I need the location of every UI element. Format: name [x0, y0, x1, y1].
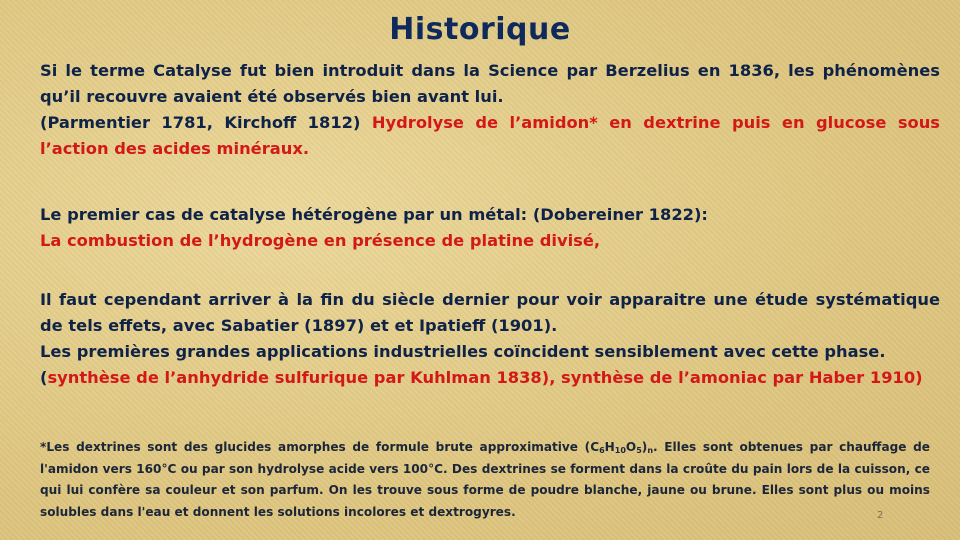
- formula-sub-5: 5: [636, 446, 642, 455]
- paragraph-heterogeneous: [40, 202, 940, 254]
- formula-close: ): [641, 440, 648, 454]
- paragraph-industrial: [40, 287, 940, 391]
- hydrogen-combustion-text: La combustion de l’hydrogène en présence de platine divisé,: [40, 231, 601, 250]
- systematic-study-text: Il faut cependant arriver à la fin du siècle dernier pour voir apparaitre une étude systématique de tels effets, avec Sabatier (1897) et et Ipatieff (1901).: [40, 290, 940, 335]
- footnote: [40, 437, 930, 523]
- heterogeneous-text: Le premier cas de catalyse hétérogène par un métal: (Dobereiner 1822):: [40, 205, 708, 224]
- origin-hydrolysis-text: Hydrolyse de l’amidon* en dextrine puis en glucose sous l’action des acides minéraux.: [40, 113, 941, 158]
- formula-o: O: [625, 440, 637, 454]
- page-title: Historique: [389, 12, 571, 47]
- paragraph-origin: [40, 58, 940, 162]
- formula-h: H: [604, 440, 615, 454]
- footnote-pre: *Les dextrines sont des glucides amorphes de formule brute approximative (C: [40, 440, 600, 454]
- page-number: 2: [877, 510, 884, 521]
- origin-references: (Parmentier 1781, Kirchoff 1812): [40, 113, 361, 132]
- footnote-post: . Elles sont obtenues par chauffage de l'amidon vers 160°C ou par son hydrolyse acide vers 100°C. Des dextrines se forment dans la croûte du pain lors de la cuisson, ce qui lui confère sa couleur et son parfum. On les trouve sous forme de poudre blanche, jaune ou brune. Elles sont plus ou moins solubles dans l'eau et donnent les solutions incolores et dextrogyres.: [40, 440, 930, 519]
- open-parenthesis: (: [40, 368, 48, 387]
- industrial-applications-text: Les premières grandes applications industrielles coïncident sensiblement avec cette phase.: [40, 342, 886, 361]
- formula-sub-n: n: [647, 446, 654, 455]
- formula-sub-10: 10: [614, 446, 626, 455]
- formula-sub-6: 6: [599, 446, 605, 455]
- syntheses-text: synthèse de l’anhydride sulfurique par Kuhlman 1838), synthèse de l’amoniac par Haber 1910): [47, 368, 923, 387]
- origin-text: Si le terme Catalyse fut bien introduit dans la Science par Berzelius en 1836, les phénomènes qu’il recouvre avaient été observés bien avant lui.: [40, 61, 940, 106]
